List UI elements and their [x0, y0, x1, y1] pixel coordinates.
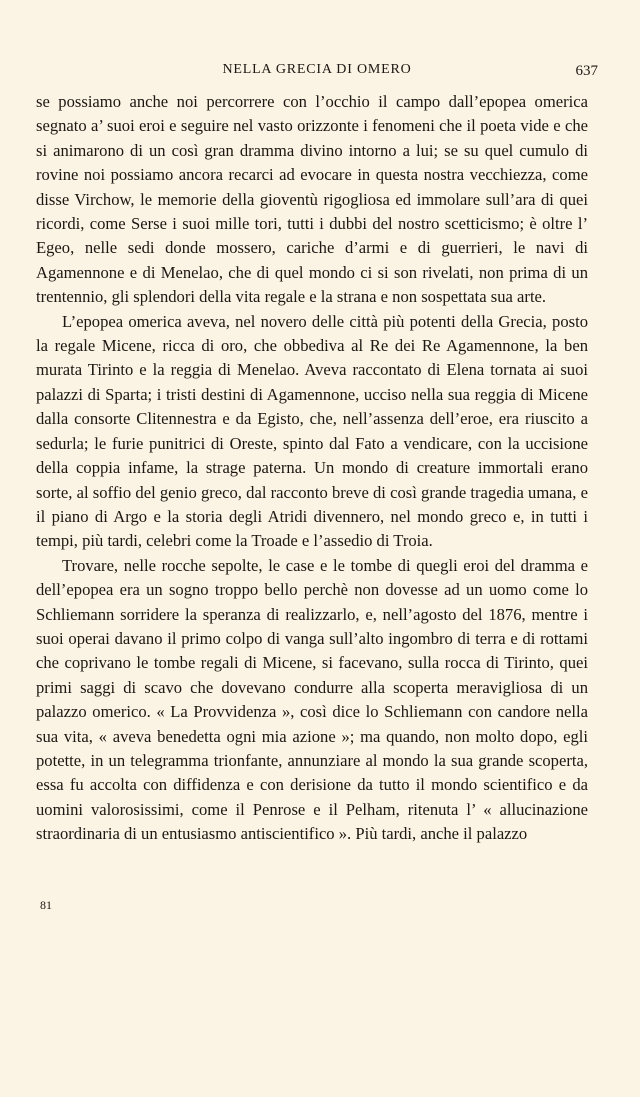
page-number: 637	[575, 63, 598, 79]
paragraph-1: se possiamo anche noi percorrere con l’occhio il campo dall’epopea omerica segnato a’ suoi eroi e seguire nel vasto orizzonte i fenomeni che il poeta vide e che si animarono di un così gran dramma divino intorno a lui; se su quel cumulo di rovine noi possiamo ancora recarci ad evocare in questa nostra vecchiezza, come disse Virchow, le memorie della gioventù rigogliosa ed immolare sull’ara di quei ricordi, come Serse i suoi mille tori, tutti i dubbi del nostro scetticismo; è oltre l’ Egeo, nelle sedi donde mossero, cariche d’armi e di guerrieri, le navi di Agamennone e di Menelao, che di quel mondo ci si son rivelati, non prima di un trentennio, gli splendori della vita regale e la strana e non sospettata sua arte.	[36, 92, 588, 307]
body-text	[36, 90, 588, 847]
paragraph-3: Trovare, nelle rocche sepolte, le case e le tombe di quegli eroi del dramma e dell’epopea era un sogno troppo bello perchè non dovesse ad un uomo come lo Schliemann sorridere la speranza di realizzarlo, e, nell’agosto del 1876, mentre i suoi operai davano il primo colpo di vanga sull’alto ingombro di terra e di rottami che coprivano le tombe regali di Micene, si facevano, sulla rocca di Tirinto, quei primi saggi di scavo che dovevano condurre alla scoperta meravigliosa di un palazzo omerico. « La Provvidenza », così dice lo Schliemann con candore nella sua vita, « aveva benedetta ogni mia azione »; ma quando, non molto dopo, egli potette, in un telegramma trionfante, annunziare al mondo la sua grande scoperta, essa fu accolta con diffidenza e con derisione da tutto il mondo scientifico e da uomini valorosissimi, come il Penrose e il Pelham, ritenuta l’ « allucinazione straordinaria di un entusiasmo antiscientifico ». Più tardi, anche il palazzo	[36, 555, 588, 844]
running-head	[36, 58, 598, 82]
running-title: NELLA GRECIA DI OMERO	[222, 62, 412, 77]
signature-mark: 81	[40, 898, 52, 912]
paragraph-2: L’epopea omerica aveva, nel novero delle città più potenti della Grecia, posto la regale Micene, ricca di oro, che obbediva al Re dei Re Agamennone, la ben murata Tirinto e la reggia di Menelao. Aveva raccontato di Elena tornata ai suoi palazzi di Sparta; i tristi destini di Agamennone, ucciso nella sua reggia di Micene dalla consorte Clitennestra e da Egisto, che, nell’assenza dell’eroe, era riuscito a sedurla; le furie punitrici di Oreste, spinto dal Fato a vendicare, con la uccisione della coppia infame, la strage paterna. Un mondo di creature immortali erano sorte, al soffio del genio greco, dal racconto breve di così grande tragedia umana, e il piano di Argo e la storia degli Atridi divennero, nel mondo greco e, in tutti i tempi, più tardi, celebri come la Troade e l’assedio di Troia.	[36, 311, 588, 551]
